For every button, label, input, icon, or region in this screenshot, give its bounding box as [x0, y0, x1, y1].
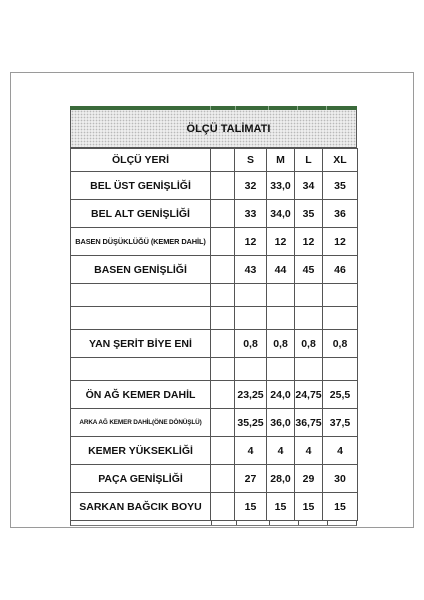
- row-value: 43: [235, 256, 267, 284]
- row-label: BASEN DÜŞÜKLÜĞÜ (KEMER DAHİL): [71, 228, 211, 256]
- row-spacer: [211, 330, 235, 358]
- header-size-l: L: [295, 149, 323, 172]
- table-row: [71, 330, 358, 358]
- row-value: [267, 284, 295, 307]
- row-value: 25,5: [323, 381, 358, 409]
- table-row: [71, 493, 358, 521]
- row-value: 35: [295, 200, 323, 228]
- row-label: YAN ŞERİT BİYE ENİ: [71, 330, 211, 358]
- row-value: 45: [295, 256, 323, 284]
- table-row: [71, 381, 358, 409]
- table-row: [71, 172, 358, 200]
- header-size-s: S: [235, 149, 267, 172]
- row-value: 0,8: [295, 330, 323, 358]
- row-value: [235, 284, 267, 307]
- row-value: [295, 307, 323, 330]
- size-chart-sheet: [70, 106, 357, 526]
- row-label: PAÇA GENİŞLİĞİ: [71, 465, 211, 493]
- row-value: 15: [267, 493, 295, 521]
- row-value: 30: [323, 465, 358, 493]
- row-label: BEL ALT GENİŞLİĞİ: [71, 200, 211, 228]
- row-value: 12: [267, 228, 295, 256]
- row-label: ARKA AĞ KEMER DAHİL(ÖNE DÖNÜŞLÜ): [71, 409, 211, 437]
- row-value: 35,25: [235, 409, 267, 437]
- table-row: [71, 284, 358, 307]
- row-value: 32: [235, 172, 267, 200]
- row-value: [235, 358, 267, 381]
- row-value: 44: [267, 256, 295, 284]
- row-spacer: [211, 256, 235, 284]
- row-value: 33: [235, 200, 267, 228]
- table-row: [71, 358, 358, 381]
- row-value: [235, 307, 267, 330]
- row-value: 35: [323, 172, 358, 200]
- row-value: 15: [235, 493, 267, 521]
- row-value: [267, 307, 295, 330]
- table-row: [71, 437, 358, 465]
- row-spacer: [211, 465, 235, 493]
- header-size-m: M: [267, 149, 295, 172]
- row-value: 36: [323, 200, 358, 228]
- row-spacer: [211, 172, 235, 200]
- row-value: 15: [295, 493, 323, 521]
- row-value: 12: [323, 228, 358, 256]
- row-value: [267, 358, 295, 381]
- row-value: 0,8: [267, 330, 295, 358]
- row-value: 46: [323, 256, 358, 284]
- row-spacer: [211, 284, 235, 307]
- row-spacer: [211, 409, 235, 437]
- row-value: 37,5: [323, 409, 358, 437]
- row-label: BEL ÜST GENİŞLİĞİ: [71, 172, 211, 200]
- row-label: BASEN GENİŞLİĞİ: [71, 256, 211, 284]
- row-value: 33,0: [267, 172, 295, 200]
- row-value: 29: [295, 465, 323, 493]
- table-row: [71, 307, 358, 330]
- row-value: [323, 358, 358, 381]
- row-value: 34: [295, 172, 323, 200]
- row-value: 0,8: [323, 330, 358, 358]
- sheet-top-strip: [70, 106, 357, 110]
- row-value: 28,0: [267, 465, 295, 493]
- row-label: KEMER YÜKSEKLİĞİ: [71, 437, 211, 465]
- row-value: 12: [295, 228, 323, 256]
- row-label: [71, 284, 211, 307]
- row-value: 4: [235, 437, 267, 465]
- row-value: [323, 307, 358, 330]
- table-row: [71, 465, 358, 493]
- size-table: [70, 148, 358, 521]
- table-row: [71, 200, 358, 228]
- header-size-xl: XL: [323, 149, 358, 172]
- row-spacer: [211, 228, 235, 256]
- row-value: 4: [267, 437, 295, 465]
- row-value: 36,75: [295, 409, 323, 437]
- row-value: 0,8: [235, 330, 267, 358]
- header-label: ÖLÇÜ YERİ: [71, 149, 211, 172]
- row-spacer: [211, 493, 235, 521]
- row-value: 12: [235, 228, 267, 256]
- row-value: 34,0: [267, 200, 295, 228]
- row-label: [71, 307, 211, 330]
- chart-title: ÖLÇÜ TALİMATI: [70, 110, 357, 148]
- row-spacer: [211, 200, 235, 228]
- row-label: ÖN AĞ KEMER DAHİL: [71, 381, 211, 409]
- sheet-bottom-edge: [70, 521, 357, 526]
- row-spacer: [211, 307, 235, 330]
- row-value: 23,25: [235, 381, 267, 409]
- row-value: [295, 284, 323, 307]
- row-value: 4: [295, 437, 323, 465]
- row-spacer: [211, 358, 235, 381]
- header-spacer: [211, 149, 235, 172]
- row-value: [323, 284, 358, 307]
- row-value: 24,0: [267, 381, 295, 409]
- row-value: 4: [323, 437, 358, 465]
- row-label: [71, 358, 211, 381]
- table-row: [71, 409, 358, 437]
- row-spacer: [211, 381, 235, 409]
- row-value: 27: [235, 465, 267, 493]
- row-value: 15: [323, 493, 358, 521]
- header-row: [71, 149, 358, 172]
- row-value: [295, 358, 323, 381]
- row-spacer: [211, 437, 235, 465]
- row-value: 36,0: [267, 409, 295, 437]
- row-value: 24,75: [295, 381, 323, 409]
- table-row: [71, 228, 358, 256]
- row-label: SARKAN BAĞCIK BOYU: [71, 493, 211, 521]
- table-row: [71, 256, 358, 284]
